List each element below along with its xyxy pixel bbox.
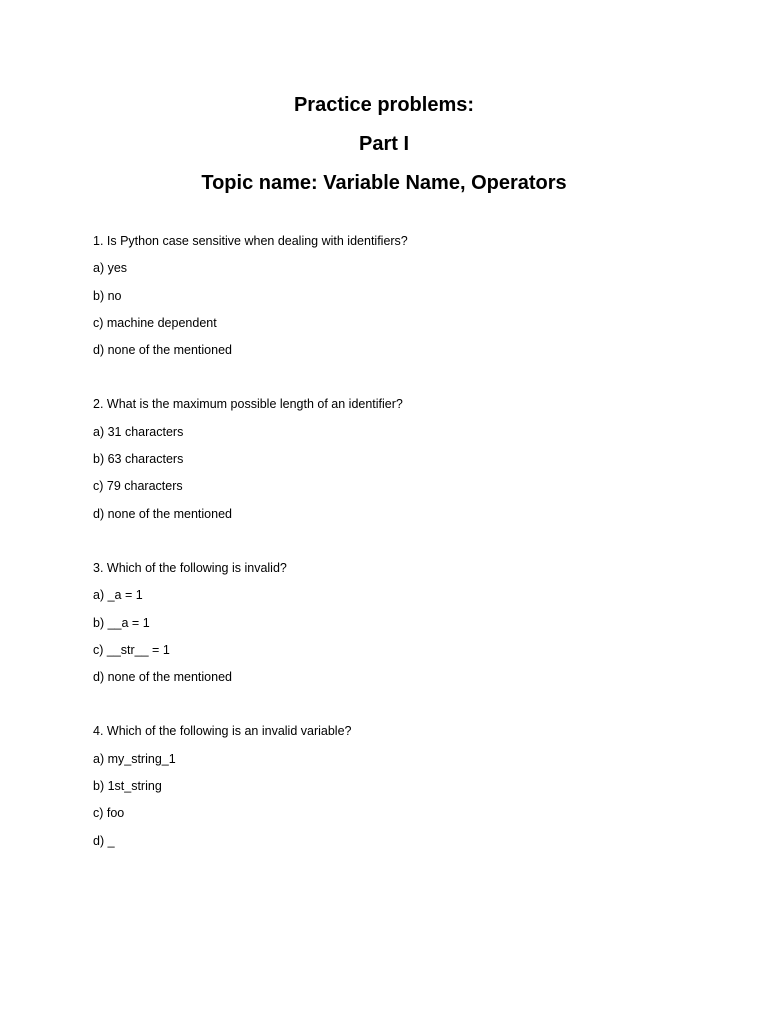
option-b: b) no [93, 288, 122, 303]
page-title: Practice problems: [293, 94, 475, 116]
topic-heading: Topic name: Variable Name, Operators [201, 172, 567, 194]
option-d: d) none of the mentioned [93, 670, 232, 685]
title-block [0, 86, 768, 203]
question-3 [93, 555, 733, 691]
question-text: 1. Is Python case sensitive when dealing with identifiers? [93, 234, 408, 248]
option-a: a) _a = 1 [93, 588, 143, 603]
option-d: d) _ [93, 833, 115, 848]
option-a: a) yes [93, 261, 128, 276]
question-text: 3. Which of the following is invalid? [93, 560, 287, 575]
option-a: a) 31 characters [93, 424, 184, 439]
option-c: c) machine dependent [93, 315, 217, 330]
option-d: d) none of the mentioned [93, 343, 232, 358]
option-b: b) __a = 1 [93, 615, 150, 630]
option-a: a) my_string_1 [93, 751, 176, 766]
part-heading: Part I [358, 133, 410, 155]
option-c: c) 79 characters [93, 479, 183, 494]
option-b: b) 1st_string [93, 779, 162, 794]
option-c: c) __str__ = 1 [93, 642, 170, 657]
question-1 [93, 228, 733, 364]
option-c: c) foo [93, 806, 125, 821]
option-b: b) 63 characters [93, 452, 184, 467]
option-d: d) none of the mentioned [93, 506, 232, 521]
question-text: 2. What is the maximum possible length of an identifier? [93, 397, 403, 412]
question-4 [93, 718, 733, 854]
question-list [93, 228, 733, 882]
question-text: 4. Which of the following is an invalid variable? [93, 724, 352, 739]
question-2 [93, 391, 733, 527]
